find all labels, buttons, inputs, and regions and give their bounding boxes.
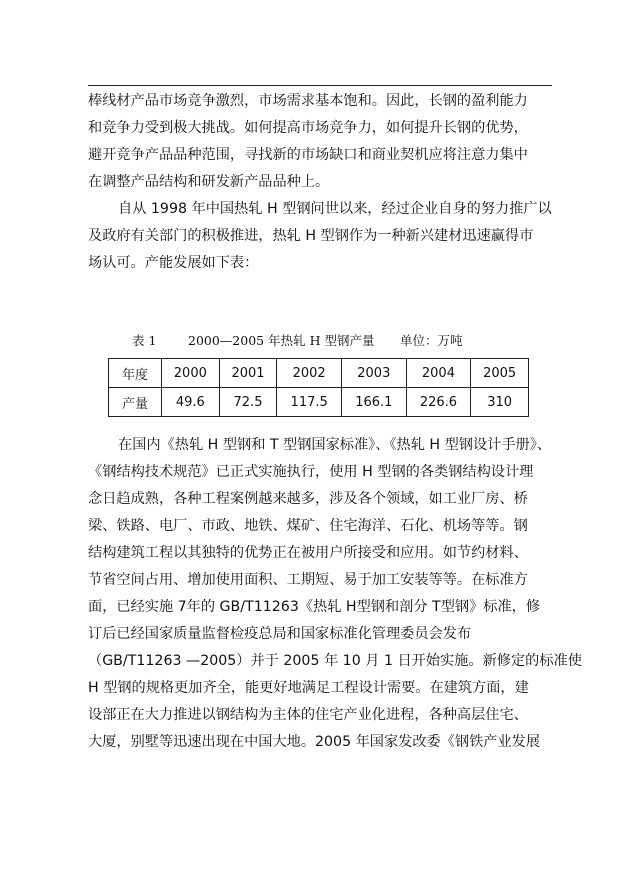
table-caption-unit: 单位：万吨 xyxy=(400,333,463,348)
year-cell: 2001 xyxy=(219,359,277,388)
paragraph-line: 结构建筑工程以其独特的优势正在被用户所接受和应用。如节约材料、 xyxy=(88,545,528,561)
table-caption-label: 表 1 xyxy=(132,333,157,348)
header-rule xyxy=(88,85,552,86)
table-row-output xyxy=(109,388,529,417)
third-paragraph xyxy=(88,432,582,756)
output-cell: 226.6 xyxy=(406,388,471,417)
paragraph-line: 棒线材产品市场竞争激烈，市场需求基本饱和。因此，长钢的盈利能力 xyxy=(88,93,528,109)
paragraph-line: 设部正在大力推进以钢结构为主体的住宅产业化进程，各种高层住宅、 xyxy=(88,707,528,723)
paragraph-line: 节省空间占用、增加使用面积、工期短、易于加工安装等等。在标准方 xyxy=(88,572,528,588)
year-header-cell: 年度 xyxy=(109,359,162,388)
paragraph-line: 在调整产品结构和研发新产品品种上。 xyxy=(88,174,330,190)
paragraph-line: 在国内《热轧 H 型钢和 T 型钢国家标准》、《热轧 H 型钢设计手册》、 xyxy=(118,437,552,453)
paragraph-line: 大厦，别墅等迅速出现在中国大地。2005 年国家发改委《钢铁产业发展 xyxy=(88,734,541,750)
second-paragraph xyxy=(88,196,558,277)
paragraph-line: 场认可。产能发展如下表： xyxy=(88,255,259,271)
table-row-years xyxy=(109,359,529,388)
year-cell: 2003 xyxy=(341,359,406,388)
paragraph-line: （GB/T11263 —2005）并于 2005 年 10 月 1 日开始实施。新修定的标准使 xyxy=(88,653,582,669)
output-cell: 49.6 xyxy=(162,388,220,417)
paragraph-line: 面，已经实施 7年的 GB/T11263《热轧 H型钢和剖分 T型钢》标准，修 xyxy=(88,599,541,615)
year-cell: 2005 xyxy=(471,359,529,388)
output-cell: 117.5 xyxy=(277,388,342,417)
paragraph-line: 梁、铁路、电厂、市政、地铁、煤矿、住宅海洋、石化、机场等等。钢 xyxy=(88,518,528,534)
paragraph-line: 避开竞争产品品种范围，寻找新的市场缺口和商业契机应将注意力集中 xyxy=(88,147,528,163)
paragraph-line: 自从 1998 年中国热轧 H 型钢问世以来，经过企业自身的努力推广以 xyxy=(118,201,552,217)
paragraph-line: 《钢结构技术规范》已正式实施执行，使用 H 型钢的各类钢结构设计理 xyxy=(88,464,534,480)
output-header-cell: 产量 xyxy=(109,388,162,417)
table-caption-title: 2000—2005 年热轧 H 型钢产量 xyxy=(188,333,375,348)
production-table xyxy=(108,358,529,417)
intro-paragraph xyxy=(88,88,558,196)
table-caption xyxy=(132,330,552,352)
paragraph-line: 订后已经国家质量监督检疫总局和国家标准化管理委员会发布 xyxy=(88,626,472,642)
output-cell: 310 xyxy=(471,388,529,417)
paragraph-line: 和竞争力受到极大挑战。如何提高市场竞争力，如何提升长钢的优势， xyxy=(88,120,528,136)
paragraph-line: 及政府有关部门的积极推进，热轧 H 型钢作为一种新兴建材迅速赢得市 xyxy=(88,228,534,244)
year-cell: 2004 xyxy=(406,359,471,388)
output-cell: 72.5 xyxy=(219,388,277,417)
paragraph-line: H 型钢的规格更加齐全，能更好地满足工程设计需要。在建筑方面，建 xyxy=(88,680,529,696)
year-cell: 2000 xyxy=(162,359,220,388)
year-cell: 2002 xyxy=(277,359,342,388)
paragraph-line: 念日趋成熟，各种工程案例越来越多，涉及各个领域，如工业厂房、桥 xyxy=(88,491,528,507)
output-cell: 166.1 xyxy=(341,388,406,417)
